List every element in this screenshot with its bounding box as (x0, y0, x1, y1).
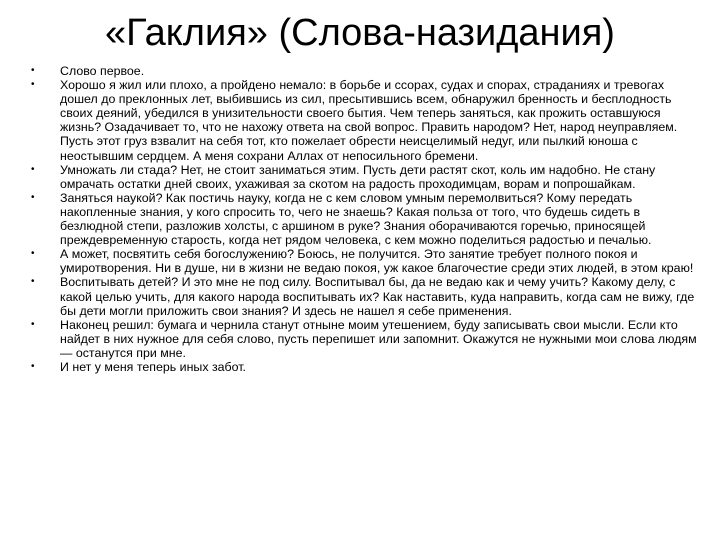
bullet-item (20, 318, 700, 360)
bullet-text: Слово первое. Хорошо я жил или плохо, а пройдено немало: в борьбе и ссорах, судах и спорах, страданиях и тревогах дошел до преклонных лет, выбившись из сил, пресытившись всем, обнаружил бренность и бесплодность своих деяний, убедился в унизительности своего бытия. Чем теперь заняться, как прожить оставшуюся жизнь? Озадачивает то, что не нахожу ответа на свой вопрос. Править народом? Нет, народ неуправляем. Пусть этот груз взвалит на себя тот, кто пожелает обрести неисцелимый недуг, или пылкий юноша с неостывшим сердцем. А меня сохрани Аллах от непосильного бремени. (60, 64, 678, 163)
bullet-item (20, 191, 700, 247)
bullet-text: И нет у меня теперь иных забот. (60, 359, 246, 374)
bullet-marker: • (31, 163, 35, 175)
bullet-marker: • (31, 191, 35, 203)
bullet-item (20, 247, 700, 275)
bullet-text: Воспитывать детей? И это мне не под силу. Воспитывал бы, да не ведаю как и чему учить? Какому делу, с какой целью учить, для какого народа воспитывать их? Как наставить, куда направить, когда сам не вижу, где бы дети могли приложить свои знания? И здесь не нашел я себе применения. (60, 275, 695, 318)
bullet-text: Умножать ли стада? Нет, не стоит заниматься этим. Пусть дети растят скот, коль им надобно. Не стану омрачать остатки дней своих, ухаживая за скотом на радость проходимцам, ворам и попрошайкам. (60, 162, 656, 191)
bullet-marker: • (31, 318, 35, 330)
bullet-marker: • (31, 276, 35, 288)
bullet-item (20, 275, 700, 317)
bullet-text: Заняться наукой? Как постичь науку, когда не с кем словом умным перемолвиться? Кому передать накопленные знания, у кого спросить то, чего не знаешь? Какая польза от того, что будешь сидеть в безлюдной степи, разложив холсты, с аршином в руке? Знания оборачиваются горечью, приносящей преждевременную старость, когда нет рядом человека, с кем можно поделиться радостью и печалью. (60, 190, 652, 248)
bullet-marker: • (31, 360, 35, 372)
bullet-marker: • (31, 248, 35, 260)
bullet-item (20, 360, 700, 374)
bullet-text: А может, посвятить себя богослужению? Боюсь, не получится. Это занятие требует полного покоя и умиротворения. Ни в душе, ни в жизни не ведаю покоя, уж какое благочестие среди этих людей, в этом краю! (60, 247, 694, 276)
slide-title: «Гаклия» (Слова-назидания) (105, 12, 615, 54)
bullet-item (20, 64, 700, 163)
bullet-text: Наконец решил: бумага и чернила станут отныне моим утешением, буду записывать свои мысли. Если кто найдет в них нужное для себя слово, пусть перепишет или запомнит. Окажутся не нужными мои слова людям — останутся при мне. (60, 317, 697, 360)
bullet-list (20, 64, 700, 374)
bullet-marker: • (31, 65, 35, 76)
bullet-marker: • (31, 79, 35, 91)
bullet-item (20, 163, 700, 191)
